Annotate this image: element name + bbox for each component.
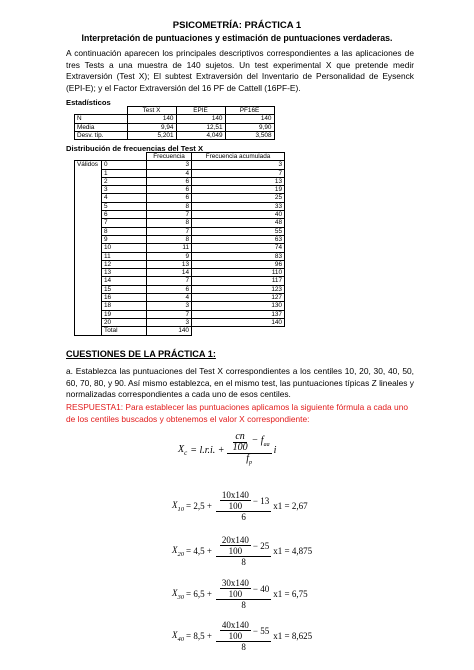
freq-count: 3: [147, 318, 192, 326]
formula-i: i: [273, 444, 277, 456]
freq-row: [75, 169, 285, 177]
formula-faa: − f: [251, 434, 264, 446]
freq-count: 6: [147, 177, 192, 185]
freq-cumulative: 48: [192, 219, 285, 227]
freq-value: 10: [102, 244, 147, 252]
calc-line: $X_{30}$ = 6,5 + $\frac{30x140}{100}$ − 40 8 x1 = 6,75: [172, 578, 308, 610]
freq-value: 4: [102, 194, 147, 202]
formula-lhs: $X_c$: [178, 443, 188, 457]
freq-cumulative: 19: [192, 186, 285, 194]
freq-count: 7: [147, 277, 192, 285]
stats-cell: 9,90: [225, 123, 274, 131]
calc-result: 2,67: [291, 501, 308, 511]
freq-value: 19: [102, 310, 147, 318]
freq-total-row: [75, 327, 285, 335]
calc-result: 4,875: [291, 546, 313, 556]
freq-cumulative: 7: [192, 169, 285, 177]
stats-cell: 12,51: [176, 123, 225, 131]
freq-value: 7: [102, 219, 147, 227]
freq-value: 16: [102, 294, 147, 302]
freq-row: [75, 277, 285, 285]
freq-cumulative: 117: [192, 277, 285, 285]
centile-formula: [178, 432, 276, 468]
formula-fp: f: [246, 453, 249, 464]
freq-table: [74, 152, 285, 336]
stats-row: [75, 131, 275, 139]
stats-heading: Estadísticos: [66, 98, 111, 107]
freq-value: 1: [102, 169, 147, 177]
freq-col-header: Frecuencia: [147, 153, 192, 161]
formula-100: 100: [232, 442, 248, 453]
freq-cumulative: 130: [192, 302, 285, 310]
freq-count: 7: [147, 211, 192, 219]
freq-row: [75, 202, 285, 210]
freq-row: [75, 194, 285, 202]
freq-value: 3: [102, 186, 147, 194]
stats-cell: 9,94: [127, 123, 176, 131]
freq-value: 13: [102, 269, 147, 277]
calc-fraction: $\frac{20x140}{100}$ − 25 8: [216, 535, 271, 567]
freq-count: 11: [147, 244, 192, 252]
freq-row: [75, 285, 285, 293]
freq-value: 8: [102, 227, 147, 235]
freq-cumulative: 74: [192, 244, 285, 252]
freq-count: 9: [147, 252, 192, 260]
freq-row: [75, 177, 285, 185]
freq-value: 2: [102, 177, 147, 185]
freq-heading: Distribución de frecuencias del Test X: [66, 144, 204, 153]
questions-title: CUESTIONES DE LA PRÁCTICA 1:: [66, 349, 216, 359]
freq-cumulative: 123: [192, 285, 285, 293]
question-a: a. Establezca las puntuaciones del Test X correspondientes a los centiles 10, 20, 30, 40, 50, 60, 70, 80, y 90. Así mismo establezca, en el mismo test, las puntuaciones típicas Z lineales y normalizadas correspondientes a cada uno de esos centiles.: [66, 366, 414, 400]
freq-value: 18: [102, 302, 147, 310]
calc-fraction: $\frac{40x140}{100}$ − 55 8: [216, 620, 271, 652]
formula-cn: cn: [235, 431, 245, 442]
freq-cumulative: 33: [192, 202, 285, 210]
freq-count: 3: [147, 302, 192, 310]
calc-line: $X_{40}$ = 8,5 + $\frac{40x140}{100}$ − 55 8 x1 = 8,625: [172, 620, 313, 652]
freq-value: 20: [102, 318, 147, 326]
freq-row: [75, 244, 285, 252]
freq-value: 5: [102, 202, 147, 210]
freq-count: 6: [147, 186, 192, 194]
stats-row: [75, 115, 275, 123]
freq-value: 6: [102, 211, 147, 219]
freq-row: [75, 211, 285, 219]
intro-paragraph: A continuación aparecen los principales descriptivos correspondientes a las aplicaciones de tres Tests a una muestra de 140 sujetos. Un test experimental X que pretende medir Extraversión (Test X); El subtest Extraversión del Inventario de Personalidad de Eysenck (EPI-E); y el Factor Extraversión del 16 PF de Cattell (16PF-E).: [66, 48, 414, 93]
stats-row-label: Media: [75, 123, 128, 131]
formula-fraction: $\frac{cn}{100}$ − $f_{aa}$ $f_p$: [227, 432, 272, 468]
page-subtitle: Interpretación de puntuaciones y estimación de puntuaciones verdaderas.: [81, 33, 393, 43]
freq-header-row: [75, 153, 285, 161]
freq-row: [75, 219, 285, 227]
freq-row: [75, 310, 285, 318]
freq-cumulative: 140: [192, 318, 285, 326]
freq-row: [75, 260, 285, 268]
freq-cumulative: 55: [192, 227, 285, 235]
freq-cumulative: 137: [192, 310, 285, 318]
stats-cell: 140: [176, 115, 225, 123]
freq-cumulative: 127: [192, 294, 285, 302]
stats-header-row: [75, 107, 275, 115]
total-label: Total: [102, 327, 147, 335]
calc-line: $X_{10}$ = 2,5 + $\frac{10x140}{100}$ − 13 6 x1 = 2,67: [172, 490, 308, 522]
freq-count: 4: [147, 294, 192, 302]
freq-row: [75, 294, 285, 302]
freq-value: 12: [102, 260, 147, 268]
freq-value: 15: [102, 285, 147, 293]
freq-count: 8: [147, 219, 192, 227]
stats-row: [75, 123, 275, 131]
freq-count: 13: [147, 260, 192, 268]
freq-count: 3: [147, 161, 192, 169]
freq-count: 7: [147, 310, 192, 318]
calc-result: 8,625: [291, 631, 313, 641]
freq-row: [75, 302, 285, 310]
freq-value: 9: [102, 235, 147, 243]
freq-cumulative: 3: [192, 161, 285, 169]
total-value: 140: [147, 327, 192, 335]
calc-fraction: $\frac{10x140}{100}$ − 13 6: [216, 490, 271, 522]
freq-row: [75, 318, 285, 326]
freq-cumulative: 63: [192, 235, 285, 243]
stats-row-label: N: [75, 115, 128, 123]
freq-row: [75, 235, 285, 243]
stats-cell: 5,201: [127, 131, 176, 139]
page-title: PSICOMETRÍA: PRÁCTICA 1: [172, 20, 302, 31]
freq-count: 14: [147, 269, 192, 277]
freq-count: 7: [147, 227, 192, 235]
freq-count: 8: [147, 202, 192, 210]
answer-text: RESPUESTA1: Para establecer las puntuaciones aplicamos la siguiente fórmula a cada uno de los centiles buscados y obtenemos el valor X correspondiente:: [66, 402, 409, 424]
stats-col-header: Test X: [127, 107, 176, 115]
calc-result: 6,75: [291, 589, 308, 599]
valid-label: Válidos: [75, 161, 102, 335]
stats-cell: 4,049: [176, 131, 225, 139]
freq-cumulative: 110: [192, 269, 285, 277]
calc-fraction: $\frac{30x140}{100}$ − 40 8: [216, 578, 271, 610]
freq-value: 14: [102, 277, 147, 285]
stats-row-label: Desv. típ.: [75, 131, 128, 139]
stats-cell: 140: [127, 115, 176, 123]
freq-cumulative: 25: [192, 194, 285, 202]
calc-line: $X_{20}$ = 4,5 + $\frac{20x140}{100}$ − 25 8 x1 = 4,875: [172, 535, 313, 567]
stats-cell: 140: [225, 115, 274, 123]
formula-lri: = l.r.i. +: [190, 444, 225, 456]
freq-row: [75, 227, 285, 235]
freq-cumulative: 83: [192, 252, 285, 260]
cum-col-header: Frecuencia acumulada: [192, 153, 285, 161]
stats-table: [74, 106, 275, 140]
freq-cumulative: 40: [192, 211, 285, 219]
freq-count: 4: [147, 169, 192, 177]
freq-value: 11: [102, 252, 147, 260]
freq-row: [75, 252, 285, 260]
stats-col-header: PF16E: [225, 107, 274, 115]
freq-cumulative: 13: [192, 177, 285, 185]
freq-count: 6: [147, 285, 192, 293]
stats-col-header: EPIE: [176, 107, 225, 115]
freq-count: 6: [147, 194, 192, 202]
freq-count: 8: [147, 235, 192, 243]
freq-row: [75, 186, 285, 194]
stats-cell: 3,508: [225, 131, 274, 139]
freq-row: [75, 269, 285, 277]
freq-row: [75, 161, 285, 169]
freq-value: 0: [102, 161, 147, 169]
freq-cumulative: 96: [192, 260, 285, 268]
